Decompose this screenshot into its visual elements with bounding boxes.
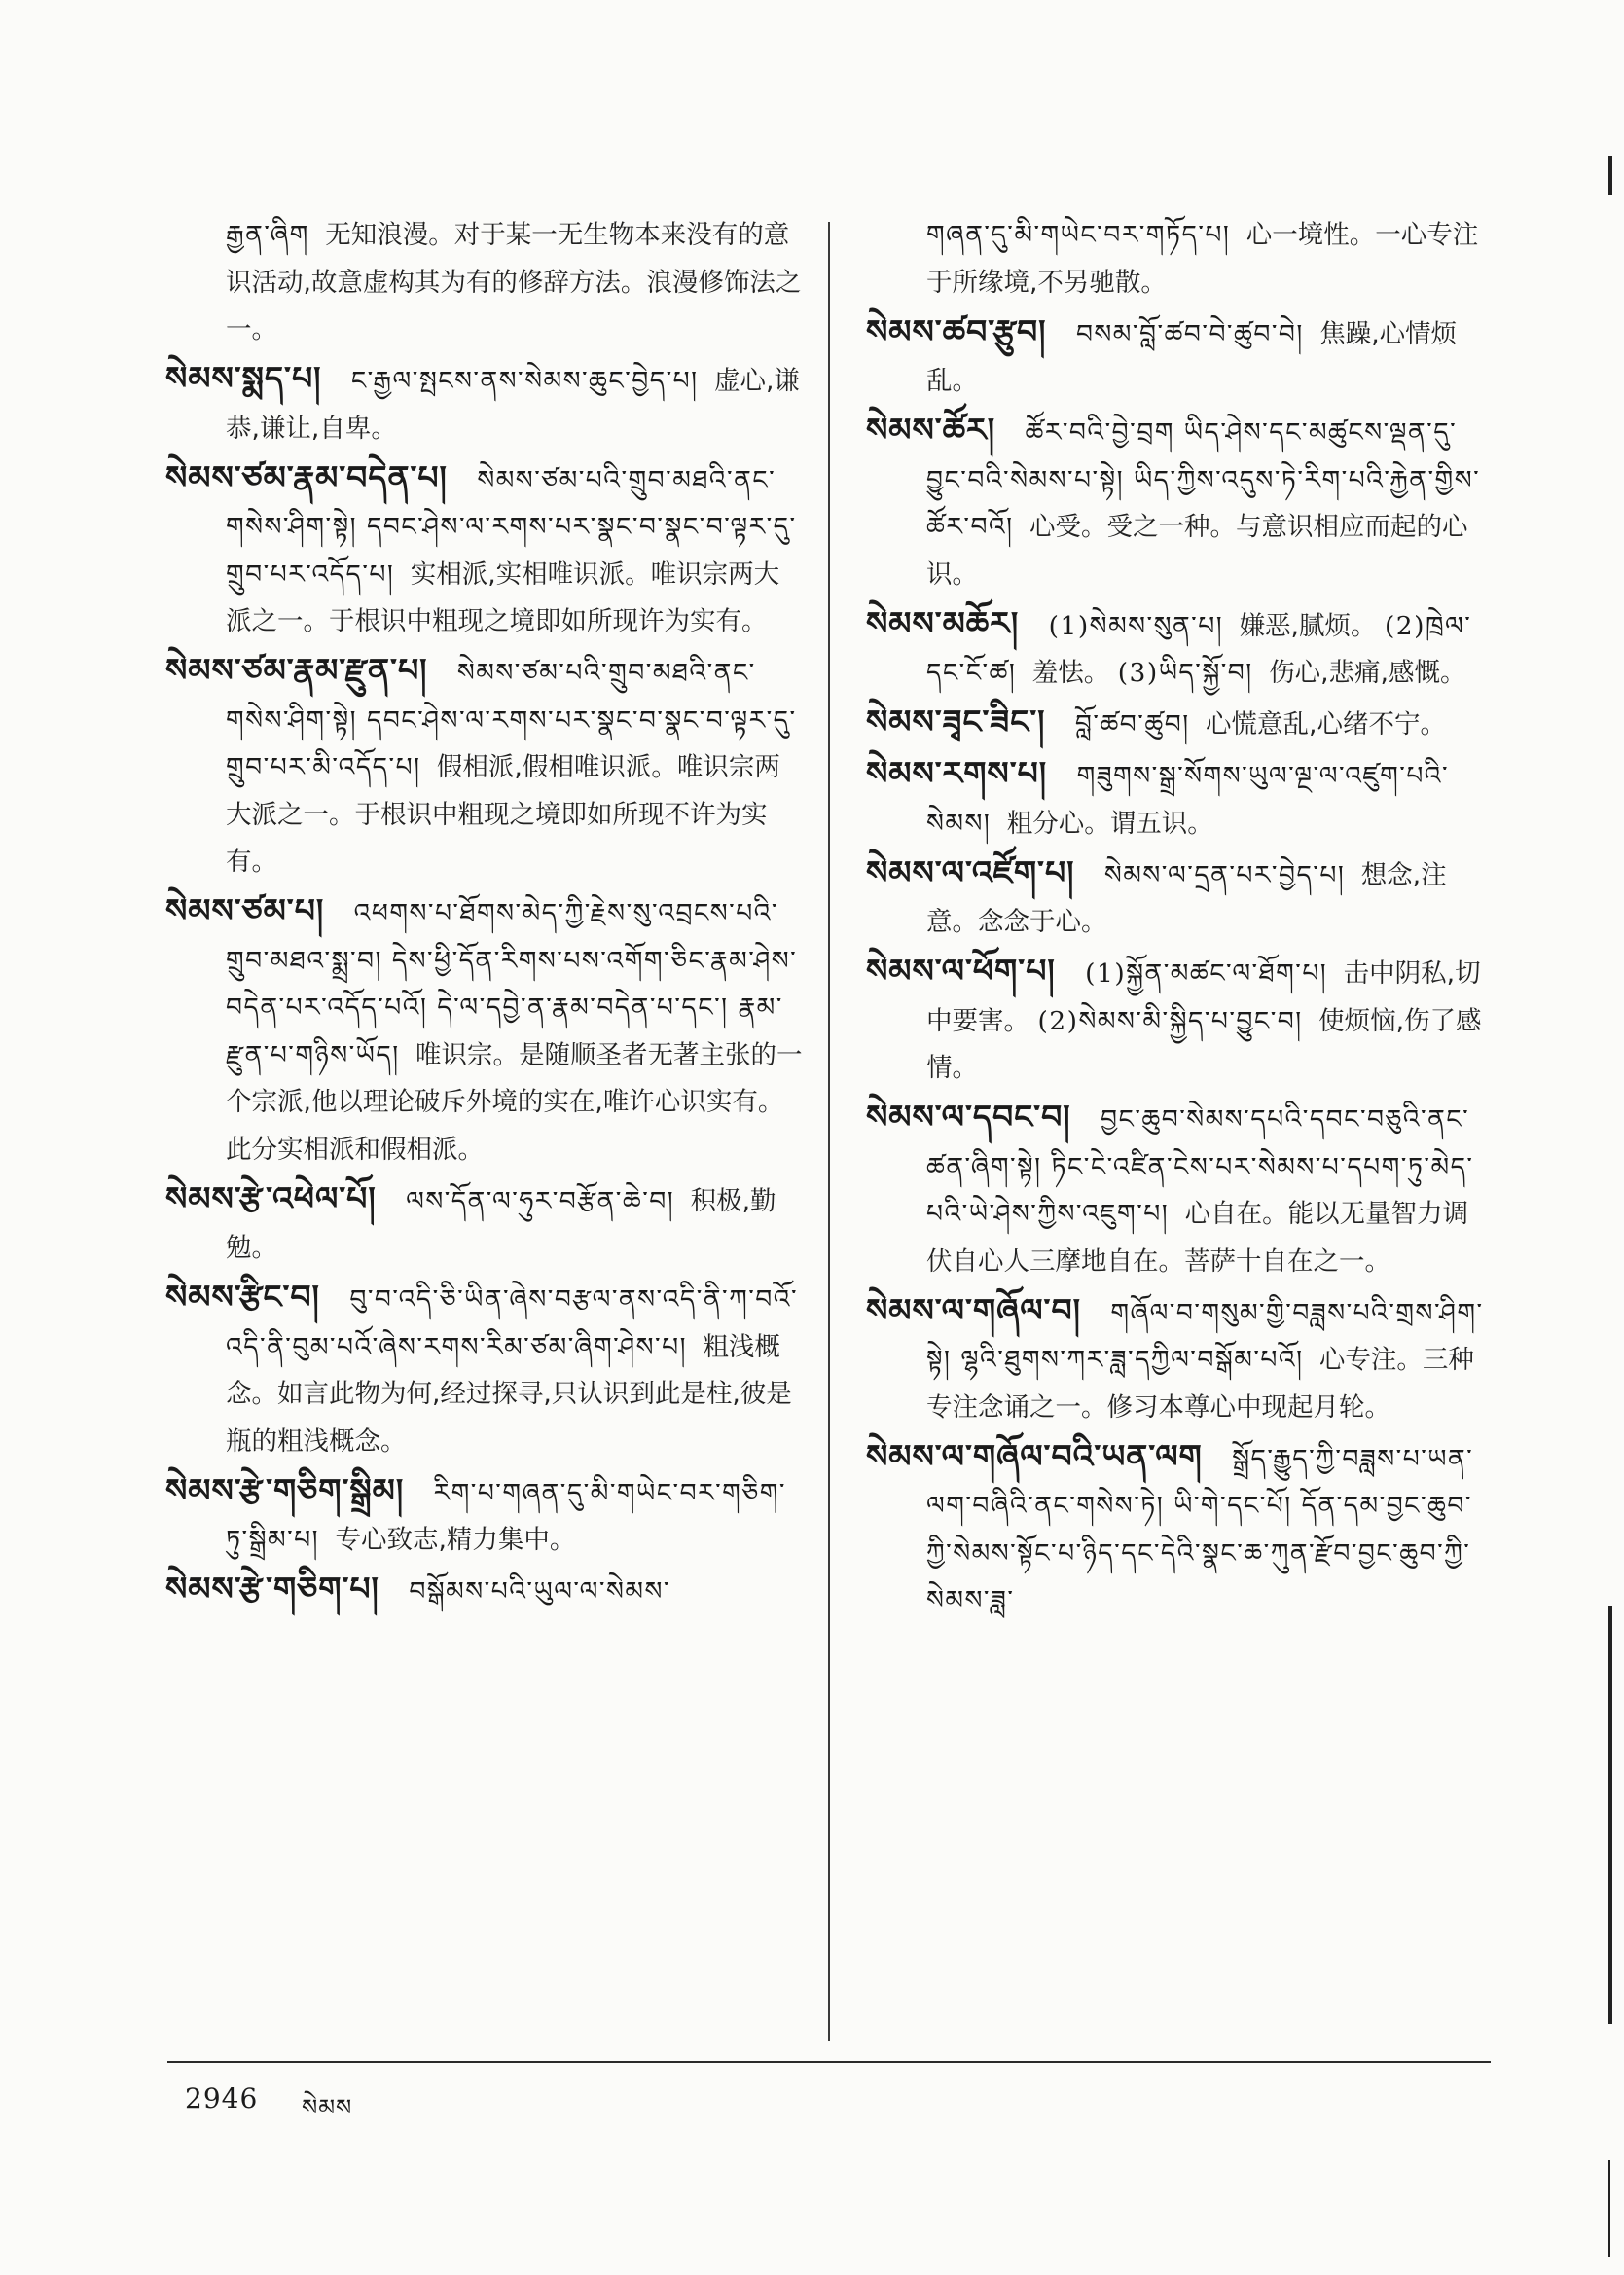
tibetan-definition: སེམས་ལ་དྲན་པར་བྱེད་པ།	[1103, 859, 1346, 890]
chinese-definition: 嫌恶,腻烦。	[1239, 610, 1377, 641]
tibetan-definition: (1)སེམས་སུན་པ།	[1048, 610, 1224, 641]
tibetan-definition: སེམས་ཙམ་པའི་གྲུབ་མཐའི་ནང་གསེས་ཤིག་སྟེ། དབང་ཤེས་ལ་རགས་པར་སྣང་བ་སྣང་བ་ལྟར་དུ་གྲུབ་པར་མི་འདོད་པ།	[226, 658, 797, 782]
entry-continuation	[165, 212, 803, 354]
chinese-definition: 心专注。三种专注念诵之一。修习本尊心中现起月轮。	[926, 1345, 1474, 1423]
entry-headword: སེམས་ལ་དབང་བ།	[866, 1098, 1071, 1136]
entry-headword: སེམས་ཟྭང་ཟིང་།	[866, 703, 1046, 740]
entry-headword: སེམས་རྩེ་འཕེལ་པོ།	[165, 1178, 377, 1217]
tibetan-definition: གཞོལ་བ་གསུམ་གྱི་བཟླས་པའི་གྲས་ཤིག་སྟེ། ལྷའི་ཐུགས་ཀར་ཟླ་དཀྱིལ་བསྒོམ་པའོ།	[926, 1297, 1484, 1375]
chinese-definition: 粗浅概念。如言此物为何,经过探寻,只认识到此是柱,彼是瓶的粗浅概念。	[226, 1331, 792, 1457]
tibetan-definition: (2)ཁྲེལ་དང་ངོ་ཚ།	[926, 610, 1472, 688]
tibetan-definition: བློ་ཚབ་ཚུབ།	[1074, 709, 1190, 740]
entry-headword: སེམས་སྨད་པ།	[165, 359, 322, 397]
running-head: སེམས	[302, 2094, 353, 2121]
chinese-definition: 唯识宗。是随顺圣者无著主张的一个宗派,他以理论破斥外境的实在,唯许心识实有。此分实相派和假相派。	[226, 1039, 803, 1165]
binding-mark	[1608, 156, 1612, 195]
entry-headword: སེམས་མཆོར།	[866, 603, 1020, 642]
tibetan-definition: གཟུགས་སྒྲ་སོགས་ཡུལ་ལྔ་ལ་འཛུག་པའི་སེམས།	[926, 761, 1450, 839]
dictionary-entry	[866, 699, 1494, 749]
dictionary-entry	[165, 1566, 803, 1616]
tibetan-definition: བྱང་ཆུབ་སེམས་དཔའི་དབང་བཅུའི་ནང་ཚན་ཞིག་སྟེ། ཏིང་ངེ་འཛིན་ངེས་པར་སེམས་པ་དཔག་ཏུ་མེད་པའི་ཡེ་ཤེས་ཀྱིས་འཇུག་པ།	[926, 1104, 1474, 1229]
entry-headword: སེམས་རགས་པ།	[866, 754, 1048, 792]
binding-mark	[1608, 1606, 1612, 2024]
tibetan-definition: (2)སེམས་མི་སྐྱིད་པ་བྱུང་བ།	[1037, 1005, 1303, 1036]
tibetan-definition: (3)ཡིད་སྐྱོ་བ།	[1117, 658, 1253, 688]
entry-headword: སེམས་ལ་གཞོལ་བ།	[866, 1290, 1081, 1329]
entry-headword: སེམས་ཚོར།	[866, 411, 996, 449]
entry-headword: སེམས་ལ་འཛོག་པ།	[866, 852, 1075, 891]
entry-headword: སེམས་ལ་གཞོལ་བའི་ཡན་ལག	[866, 1436, 1203, 1475]
entry-headword: སེམས་ཙམ་རྣམ་བདེན་པ།	[165, 457, 448, 496]
chinese-definition: 积极,勤勉。	[226, 1185, 776, 1263]
chinese-definition: 心慌意乱,心绪不宁。	[1206, 709, 1446, 740]
dictionary-entry	[165, 647, 803, 886]
chinese-definition: 无知浪漫。对于某一无生物本来没有的意识活动,故意虚构其为有的修辞方法。浪漫修饰法之一。	[226, 220, 802, 344]
chinese-definition: 想念,注意。念念于心。	[926, 859, 1447, 937]
tibetan-definition: ཚོར་བའི་བྱེ་བྲག ཡིད་ཤེས་དང་མཚུངས་ལྡན་དུ་བྱུང་བའི་སེམས་པ་སྟེ། ཡིད་ཀྱིས་འདུས་ཏེ་རིག་པའི་རྐྱེན་གྱིས་ཚོར་བའོ།	[926, 417, 1481, 542]
tibetan-definition: འཕགས་པ་ཐོགས་མེད་ཀྱི་རྗེས་སུ་འབྲངས་པའི་གྲུབ་མཐའ་སྨྲ་བ། དེས་ཕྱི་དོན་རིགས་པས་འགོག་ཅིང་རྣམ་ཤེས་བདེན་པར་འདོད་པའོ། དེ་ལ་དབྱེ་ན་རྣམ་བདེན་པ་དང་། རྣམ་རྫུན་པ་གཉིས་ཡོད།	[226, 898, 798, 1070]
footer-rule	[167, 2061, 1491, 2063]
dictionary-entry	[866, 948, 1494, 1093]
dictionary-entry	[165, 1274, 803, 1465]
tibetan-definition: བསམ་བློ་ཚབ་བེ་ཚུབ་བེ།	[1075, 318, 1304, 349]
tibetan-definition: བསྒོམས་པའི་ཡུལ་ལ་སེམས་	[409, 1576, 670, 1607]
entry-headword: སེམས་རྩེ་གཅིག་སྒྲིམ།	[165, 1470, 405, 1509]
tibetan-definition: བུ་བ་འདི་ཅི་ཡིན་ཞེས་བརྩལ་ནས་འདི་ནི་ཀ་བའོ་འདི་ནི་བུམ་པའོ་ཞེས་རགས་རིམ་ཙམ་ཞིག་ཤེས་པ།	[226, 1284, 799, 1362]
entry-headword: སེམས་ལ་ཕོག་པ།	[866, 952, 1056, 990]
dictionary-entry	[866, 1433, 1494, 1625]
entry-headword: སེམས་ཙམ་རྣམ་རྫུན་པ།	[165, 651, 428, 689]
dictionary-entry	[866, 407, 1494, 598]
tibetan-definition: རྒྱན་ཞིག	[226, 220, 309, 250]
chinese-definition: 心一境性。一心专注于所缘境,不另驰散。	[926, 220, 1479, 298]
column-divider	[828, 222, 830, 2041]
dictionary-entry	[866, 1287, 1494, 1432]
entry-headword: སེམས་རྩེ་གཅིག་པ།	[165, 1570, 379, 1607]
chinese-definition: 粗分心。谓五识。	[1006, 808, 1213, 839]
tibetan-definition: ང་རྒྱལ་སྤངས་ནས་སེམས་ཆུང་བྱེད་པ།	[350, 366, 699, 396]
chinese-definition: 焦躁,心情烦乱。	[926, 318, 1458, 396]
chinese-definition: 虚心,谦恭,谦让,自卑。	[226, 366, 800, 444]
chinese-definition: 心自在。能以无量智力调伏自心人三摩地自在。菩萨十自在之一。	[926, 1199, 1469, 1277]
chinese-definition: 心受。受之一种。与意识相应而起的心识。	[926, 512, 1468, 590]
dictionary-entry	[165, 1467, 803, 1565]
chinese-definition: 假相派,假相唯识派。唯识宗两大派之一。于根识中粗现之境即如所现不许为实有。	[226, 752, 780, 877]
entry-headword: སེམས་ཚབ་རྩུབ།	[866, 311, 1047, 350]
entry-headword: སེམས་ཙམ་པ།	[165, 891, 325, 929]
dictionary-entry	[866, 750, 1494, 848]
dictionary-entry	[165, 355, 803, 452]
page-number: 2946	[185, 2082, 259, 2114]
dictionary-entry	[866, 849, 1494, 947]
left-column	[165, 212, 803, 1617]
dictionary-entry	[866, 600, 1494, 698]
dictionary-entry	[165, 887, 803, 1174]
right-column	[866, 212, 1494, 1626]
dictionary-entry	[866, 308, 1494, 406]
chinese-definition: 实相派,实相唯识派。唯识宗两大派之一。于根识中粗现之境即如所现许为实有。	[226, 559, 780, 636]
tibetan-definition: རིག་པ་གཞན་དུ་མི་གཡེང་བར་གཅིག་ཏུ་སྒྲིམ་པ།	[226, 1477, 786, 1555]
dictionary-entry	[165, 454, 803, 646]
dictionary-entry	[165, 1175, 803, 1273]
chinese-definition: 使烦恼,伤了感情。	[926, 1005, 1482, 1083]
chinese-definition: 羞怯。	[1031, 658, 1110, 688]
tibetan-definition: ལས་དོན་ལ་ཧུར་བརྩོན་ཆེ་བ།	[406, 1185, 675, 1216]
chinese-definition: 专心致志,精力集中。	[335, 1525, 576, 1555]
tibetan-definition: (1)སྐྱོན་མཚང་ལ་ཐོག་པ།	[1085, 958, 1328, 989]
entry-continuation	[866, 212, 1494, 307]
tibetan-definition: སྒྲོད་རྒྱུད་ཀྱི་བཟླས་པ་ཡན་ལག་བཞིའི་ནང་གསེས་ཏེ། ཡི་གེ་དང་པོ། དོན་དམ་བྱང་ཆུབ་ཀྱི་སེམས་སྟོང་པ་ཉིད་དང་དེའི་སྣང་ཆ་ཀུན་རྫོབ་བྱང་ཆུབ་ཀྱི་སེམས་ཟླ་	[926, 1443, 1474, 1615]
dictionary-entry	[866, 1094, 1494, 1285]
tibetan-definition: སེམས་ཙམ་པའི་གྲུབ་མཐའི་ནང་གསེས་ཤིག་སྟེ། དབང་ཤེས་ལ་རགས་པར་སྣང་བ་སྣང་བ་ལྟར་དུ་གྲུབ་པར་འདོད་པ།	[226, 464, 797, 590]
chinese-definition: 伤心,悲痛,感慨。	[1269, 658, 1466, 688]
tibetan-definition: གཞན་དུ་མི་གཡེང་བར་གཏོད་པ།	[926, 220, 1231, 250]
binding-mark	[1608, 2160, 1610, 2257]
entry-headword: སེམས་རྩིང་བ།	[165, 1278, 320, 1316]
chinese-definition: 击中阴私,切中要害。	[926, 958, 1481, 1036]
